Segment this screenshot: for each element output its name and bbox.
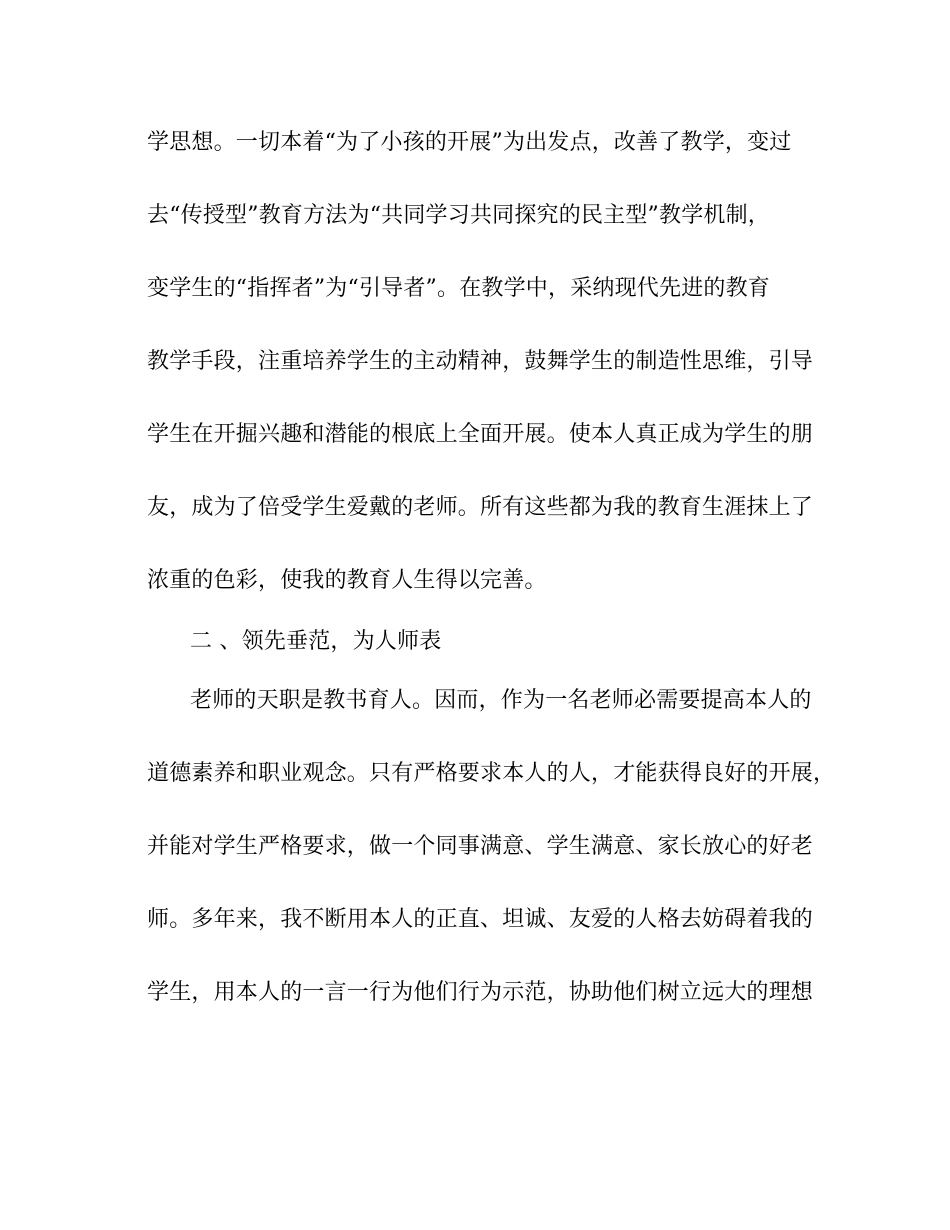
text-line: 师。多年来，我不断用本人的正直、坦诚、友爱的人格去妨碍着我的 [147, 907, 814, 932]
text-line: 学思想。一切本着“为了小孩的开展”为出发点，改善了教学，变过 [147, 130, 792, 155]
text-line: 并能对学生严格要求，做一个同事满意、学生满意、家长放心的好老 [147, 834, 814, 859]
text-line: 友，成为了倍受学生爱戴的老师。所有这些都为我的教育生涯抹上了 [147, 495, 814, 520]
text-line: 教学手段，注重培养学生的主动精神，鼓舞学生的制造性思维，引导 [147, 349, 814, 374]
text-line: 浓重的色彩，使我的教育人生得以完善。 [147, 568, 547, 593]
text-line: 道德素养和职业观念。只有严格要求本人的人，才能获得良好的开展， [147, 761, 836, 786]
text-line: 学生，用本人的一言一行为他们行为示范，协助他们树立远大的理想 [147, 980, 814, 1005]
paragraph-first-line: 老师的天职是教书育人。因而，作为一名老师必需要提高本人的 [190, 688, 812, 713]
section-heading: 二 、领先垂范，为人师表 [190, 629, 442, 654]
text-line: 学生在开掘兴趣和潜能的根底上全面开展。使本人真正成为学生的朋 [147, 422, 814, 447]
text-line: 变学生的“指挥者”为“引导者”。在教学中，采纳现代先进的教育 [147, 276, 770, 301]
text-line: 去“传授型”教育方法为“共同学习共同探究的民主型”教学机制， [147, 203, 770, 228]
